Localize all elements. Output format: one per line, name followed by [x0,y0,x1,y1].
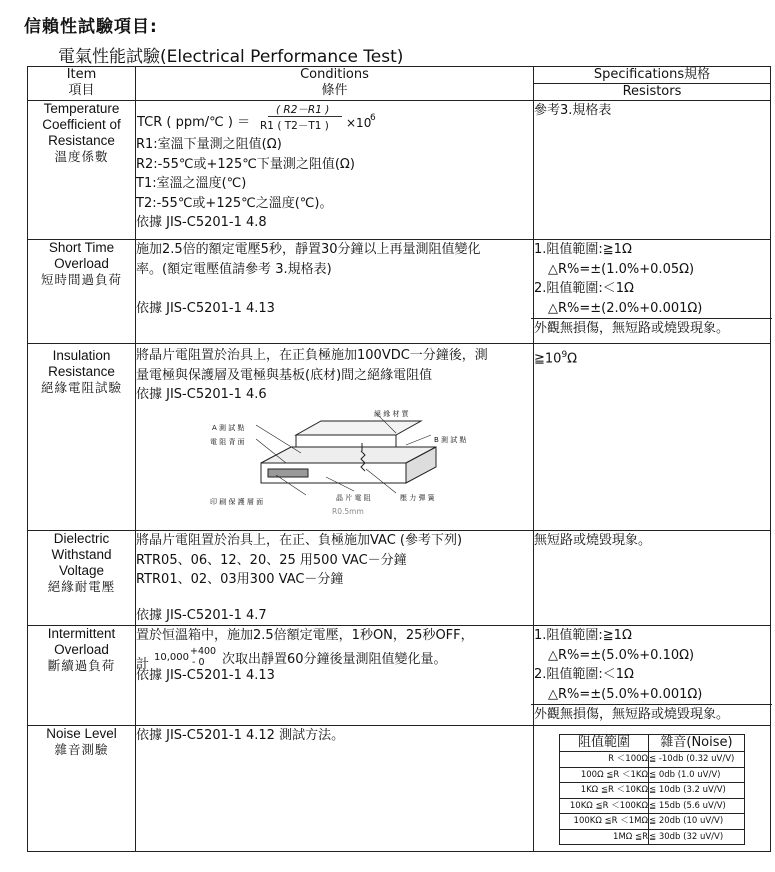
conditions-tcr: ( R2－R1 ) TCR ( ppm/℃ ) ＝ R1 ( T2－T1 ) ×10 6 R1:室溫下量測之阻值(Ω) R2:-55℃或+125℃下量測之阻值(Ω) T1:室溫之溫度(℃) T2:-55℃或+125℃之溫度(℃)。 依據 JIS-C5201-1 4.8 [136,101,534,240]
conditions-noise: 依據 JIS-C5201-1 4.12 測試方法。 [136,726,534,852]
item-dielectric: Dielectric Withstand Voltage 絕緣耐電壓 [28,531,136,626]
noise-col-range: 阻值範圍 [560,735,649,752]
table-row [28,344,771,531]
conditions-short-time: 施加2.5倍的額定電壓5秒，靜置30分鐘以上再量測阻值變化 率。(額定電壓值請參考 3.規格表) 依據 JIS-C5201-1 4.13 [136,240,534,344]
test-items-table [27,66,771,852]
header-conditions: Conditions 條件 [136,67,534,101]
spec-short-time: 1.阻值範圍:≧1Ω △R%=±(1.0%+0.05Ω) 2.阻值範圍:＜1Ω △R%=±(2.0%+0.001Ω) 外觀無損傷，無短路或燒毀現象。 [534,240,771,344]
table-row [28,531,771,626]
noise-row: R ＜100Ω ≦ -10db (0.32 uV/V) [560,752,745,768]
spec-tcr: 參考3.規格表 [534,101,771,240]
item-intermittent: Intermittent Overload 斷續過負荷 [28,626,136,726]
noise-row: 100Ω ≦R ＜1KΩ ≦ 0db (1.0 uV/V) [560,767,745,783]
header-specifications: Specifications規格 [534,67,771,84]
noise-row: 10KΩ ≦R ＜100KΩ ≦ 15db (5.6 uV/V) [560,798,745,814]
tcr-formula: ( R2－R1 ) TCR ( ppm/℃ ) ＝ R1 ( T2－T1 ) ×10 6 [137,104,376,132]
noise-level-table [559,734,745,845]
spec-noise [534,726,771,852]
spec-insulation: $≧10^9\Omega$ [534,344,771,531]
conditions-intermittent: 置於恒溫箱中，施加2.5倍額定電壓，1秒ON，25秒OFF， 10,000 +400 - 0 計 次取出靜置60分鐘後量測阻值變化量。 依據 JIS-C5201-1 4.13 [136,626,534,726]
noise-row: 1MΩ ≦R ≦ 30db (32 uV/V) [560,829,745,845]
table-row [28,726,771,852]
conditions-insulation: 將晶片電阻置於治具上，在正負極施加100VDC一分鐘後，測 量電極與保護層及電極與基板(底材)間之絕緣電阻值 依據 JIS-C5201-1 4.6 絕 緣 材 質 A 測 試 點 B 測 試 點 電 阻 背 面 印 刷 保 護 層 面 晶 片 電 阻 壓 力 彈 簧 R0.5mm [136,344,534,531]
table-row [28,240,771,344]
spec-dielectric: 無短路或燒毀現象。 [534,531,771,626]
conditions-dielectric: 將晶片電阻置於治具上，在正、負極施加VAC (參考下列) RTR05、06、12、20、25 用500 VAC－分鐘 RTR01、02、03用300 VAC－分鐘 依據 JIS-C5201-1 4.7 [136,531,534,626]
item-noise: Noise Level 雜音測驗 [28,726,136,852]
item-insulation: Insulation Resistance 絕緣電阻試驗 [28,344,136,531]
section-subtitle: 電氣性能試驗(Electrical Performance Test) [58,47,404,67]
page-title: 信賴性試驗項目: [24,17,158,37]
noise-col-noise: 雜音(Noise) [649,735,745,752]
spec-intermittent: 1.阻值範圍:≧1Ω △R%=±(5.0%+0.10Ω) 2.阻值範圍:＜1Ω △R%=±(5.0%+0.001Ω) 外觀無損傷，無短路或燒毀現象。 [534,626,771,726]
header-item: Item 項目 [28,67,136,101]
header-resistors: Resistors [534,84,771,101]
insulation-test-fixture-diagram: 絕 緣 材 質 A 測 試 點 B 測 試 點 電 阻 背 面 印 刷 保 護 層 面 晶 片 電 阻 壓 力 彈 簧 R0.5mm [196,405,496,525]
item-tcr: Temperature Coefficient of Resistance 溫度係數 [28,101,136,240]
noise-row: 1KΩ ≦R ＜10KΩ ≦ 10db (3.2 uV/V) [560,783,745,799]
noise-row: 100KΩ ≦R ＜1MΩ ≦ 20db (10 uV/V) [560,814,745,830]
table-row [28,626,771,726]
table-row [28,101,771,240]
item-short-time: Short Time Overload 短時間過負荷 [28,240,136,344]
